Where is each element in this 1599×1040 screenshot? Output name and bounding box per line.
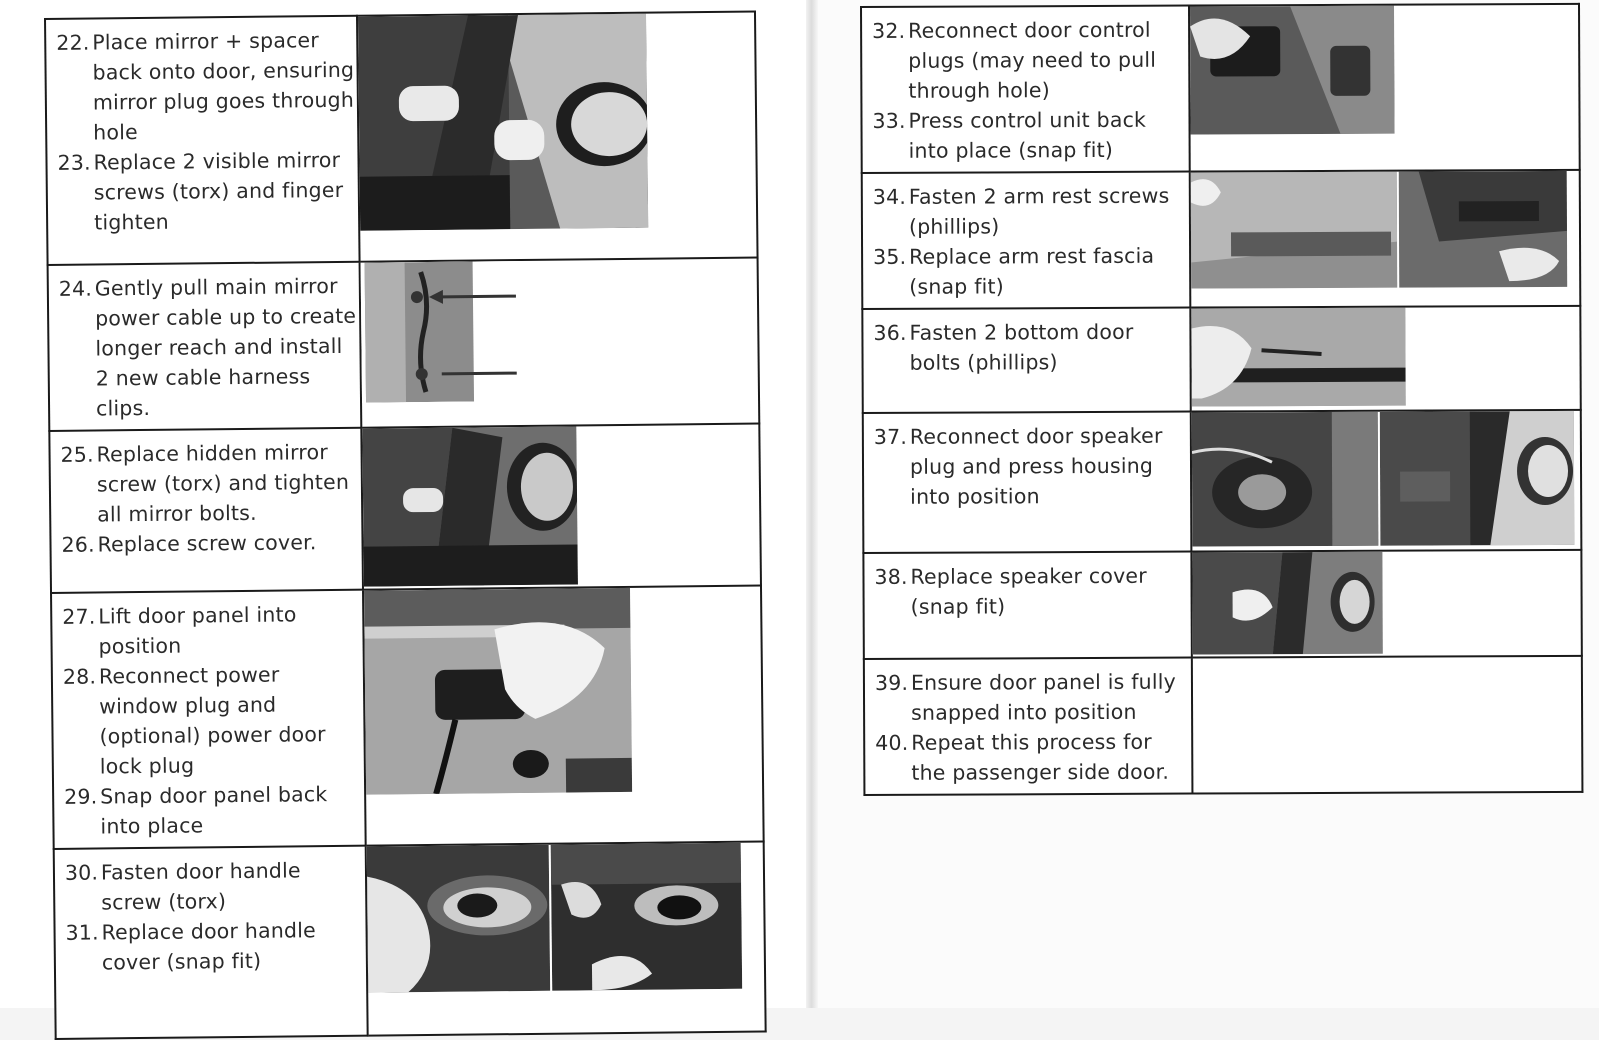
door-handle-screw-photo (367, 845, 551, 993)
step-item: 31. Replace door handle cover (snap fit) (65, 918, 317, 975)
step-text-cell (862, 172, 1191, 309)
step-item: 35. Replace arm rest fascia (snap fit) (873, 243, 1155, 299)
step-item: 30. Fasten door handle screw (torx) (64, 858, 301, 915)
step-item: 27. Lift door panel into position (62, 602, 297, 659)
step-text-cell (45, 16, 360, 265)
step-item: 26. Replace screw cover. (61, 530, 317, 557)
step-text: Replace 2 visible mirror screws (torx) and finger tighten (93, 147, 344, 235)
step-text: Replace arm rest fascia (snap fit) (909, 243, 1155, 299)
step-item: 39. Ensure door panel is fully snapped into position (874, 669, 1176, 725)
page-fold (806, 0, 818, 1008)
step-row (48, 258, 760, 431)
step-row (863, 410, 1582, 553)
step-photo-cell (1190, 306, 1580, 412)
door-panel-plug-photo (364, 588, 632, 795)
step-text: Replace door handle cover (snap fit) (101, 918, 317, 975)
control-plugs-photo (1190, 6, 1395, 135)
photo-pair (367, 843, 765, 993)
step-row (862, 170, 1581, 309)
step-text-cell (861, 6, 1190, 173)
door-handle-cover-photo (551, 843, 743, 991)
step-photo-cell (357, 12, 758, 262)
step-text: Ensure door panel is fully snapped into position (910, 669, 1176, 725)
speaker-cover-photo (1192, 552, 1382, 655)
step-text: Repeat this process for the passenger side door. (911, 729, 1170, 785)
step-text: Reconnect power window plug and (optional) power door lock plug (98, 662, 326, 779)
step-text: Reconnect door control plugs (may need to pull through hole) (908, 17, 1157, 103)
step-text-cell (51, 590, 366, 849)
right-instruction-table (860, 3, 1583, 796)
step-item: 24. Gently pull main mirror power cable up to create longer reach and install 2 new cable harness clips. (58, 273, 357, 421)
step-photo-cell (363, 586, 764, 846)
step-text: Lift door panel into position (98, 602, 297, 659)
speaker-housing-photo (1380, 411, 1575, 546)
empty-photo-cell (1192, 656, 1583, 794)
step-text-cell (863, 552, 1191, 659)
arm-rest-screws-photo (1191, 172, 1398, 289)
step-photo-cell (1191, 410, 1582, 552)
step-text-cell (49, 428, 363, 593)
step-item: 23. Replace 2 visible mirror screws (torx) and finger tighten (57, 147, 344, 235)
photo-pair (1191, 171, 1580, 289)
step-text: Gently pull main mirror power cable up to create longer reach and install 2 new cable harness clips. (94, 273, 357, 421)
step-row (862, 306, 1580, 413)
step-row (54, 842, 766, 1039)
step-photo-cell (361, 424, 761, 590)
step-item: 37. Reconnect door speaker plug and press housing into position (873, 423, 1163, 509)
step-photo-cell (360, 258, 760, 428)
step-item: 34. Fasten 2 arm rest screws (phillips) (872, 183, 1170, 239)
step-text: Place mirror + spacer back onto door, ensuring mirror plug goes through hole (92, 28, 355, 145)
mirror-bolts-photo (362, 426, 578, 586)
step-item: 38. Replace speaker cover (snap fit) (874, 563, 1147, 619)
photo-pair (1192, 411, 1581, 547)
step-row (861, 4, 1580, 173)
speaker-plug-photo (1192, 412, 1379, 547)
step-photo-cell (366, 842, 766, 1036)
step-text: Snap door panel back into place (100, 782, 328, 839)
step-item: 33. Press control unit back into place (snap fit) (872, 107, 1147, 163)
bottom-bolts-photo (1191, 308, 1405, 407)
step-row (864, 656, 1583, 795)
left-instruction-table (44, 11, 767, 1040)
step-text: Fasten door handle screw (torx) (100, 858, 301, 915)
step-text-cell (864, 658, 1193, 795)
step-text: Fasten 2 bottom door bolts (phillips) (909, 319, 1134, 375)
mirror-mount-photo (358, 14, 648, 231)
step-text: Reconnect door speaker plug and press housing into position (909, 423, 1163, 509)
step-row (863, 550, 1581, 659)
step-item: 40. Repeat this process for the passenger side door. (875, 729, 1170, 785)
step-item: 29. Snap door panel back into place (64, 782, 328, 839)
step-text-cell (48, 262, 362, 431)
step-row (49, 424, 761, 593)
step-photo-cell (1190, 170, 1581, 308)
step-item: 32. Reconnect door control plugs (may need to pull through hole) (872, 17, 1157, 103)
arm-rest-fascia-photo (1399, 171, 1568, 288)
step-item: 36. Fasten 2 bottom door bolts (phillips) (873, 319, 1134, 375)
step-item: 25. Replace hidden mirror screw (torx) and tighten all mirror bolts. (60, 440, 350, 527)
step-photo-cell (1189, 4, 1580, 172)
step-text: Replace hidden mirror screw (torx) and tighten all mirror bolts. (96, 440, 350, 527)
step-item: 22. Place mirror + spacer back onto door, ensuring mirror plug goes through hole (56, 28, 355, 145)
step-text: Replace screw cover. (97, 530, 317, 557)
step-text: Replace speaker cover (snap fit) (910, 563, 1147, 619)
step-text-cell (862, 308, 1190, 413)
step-text-cell (863, 412, 1192, 553)
step-text-cell (54, 846, 368, 1039)
step-row (45, 12, 758, 265)
step-photo-cell (1191, 550, 1581, 658)
step-row (51, 586, 764, 849)
cable-clips-photo (361, 261, 522, 403)
step-item: 28. Reconnect power window plug and (optional) power door lock plug (62, 662, 326, 779)
step-text: Press control unit back into place (snap fit) (908, 107, 1147, 163)
step-text: Fasten 2 arm rest screws (phillips) (908, 183, 1170, 239)
